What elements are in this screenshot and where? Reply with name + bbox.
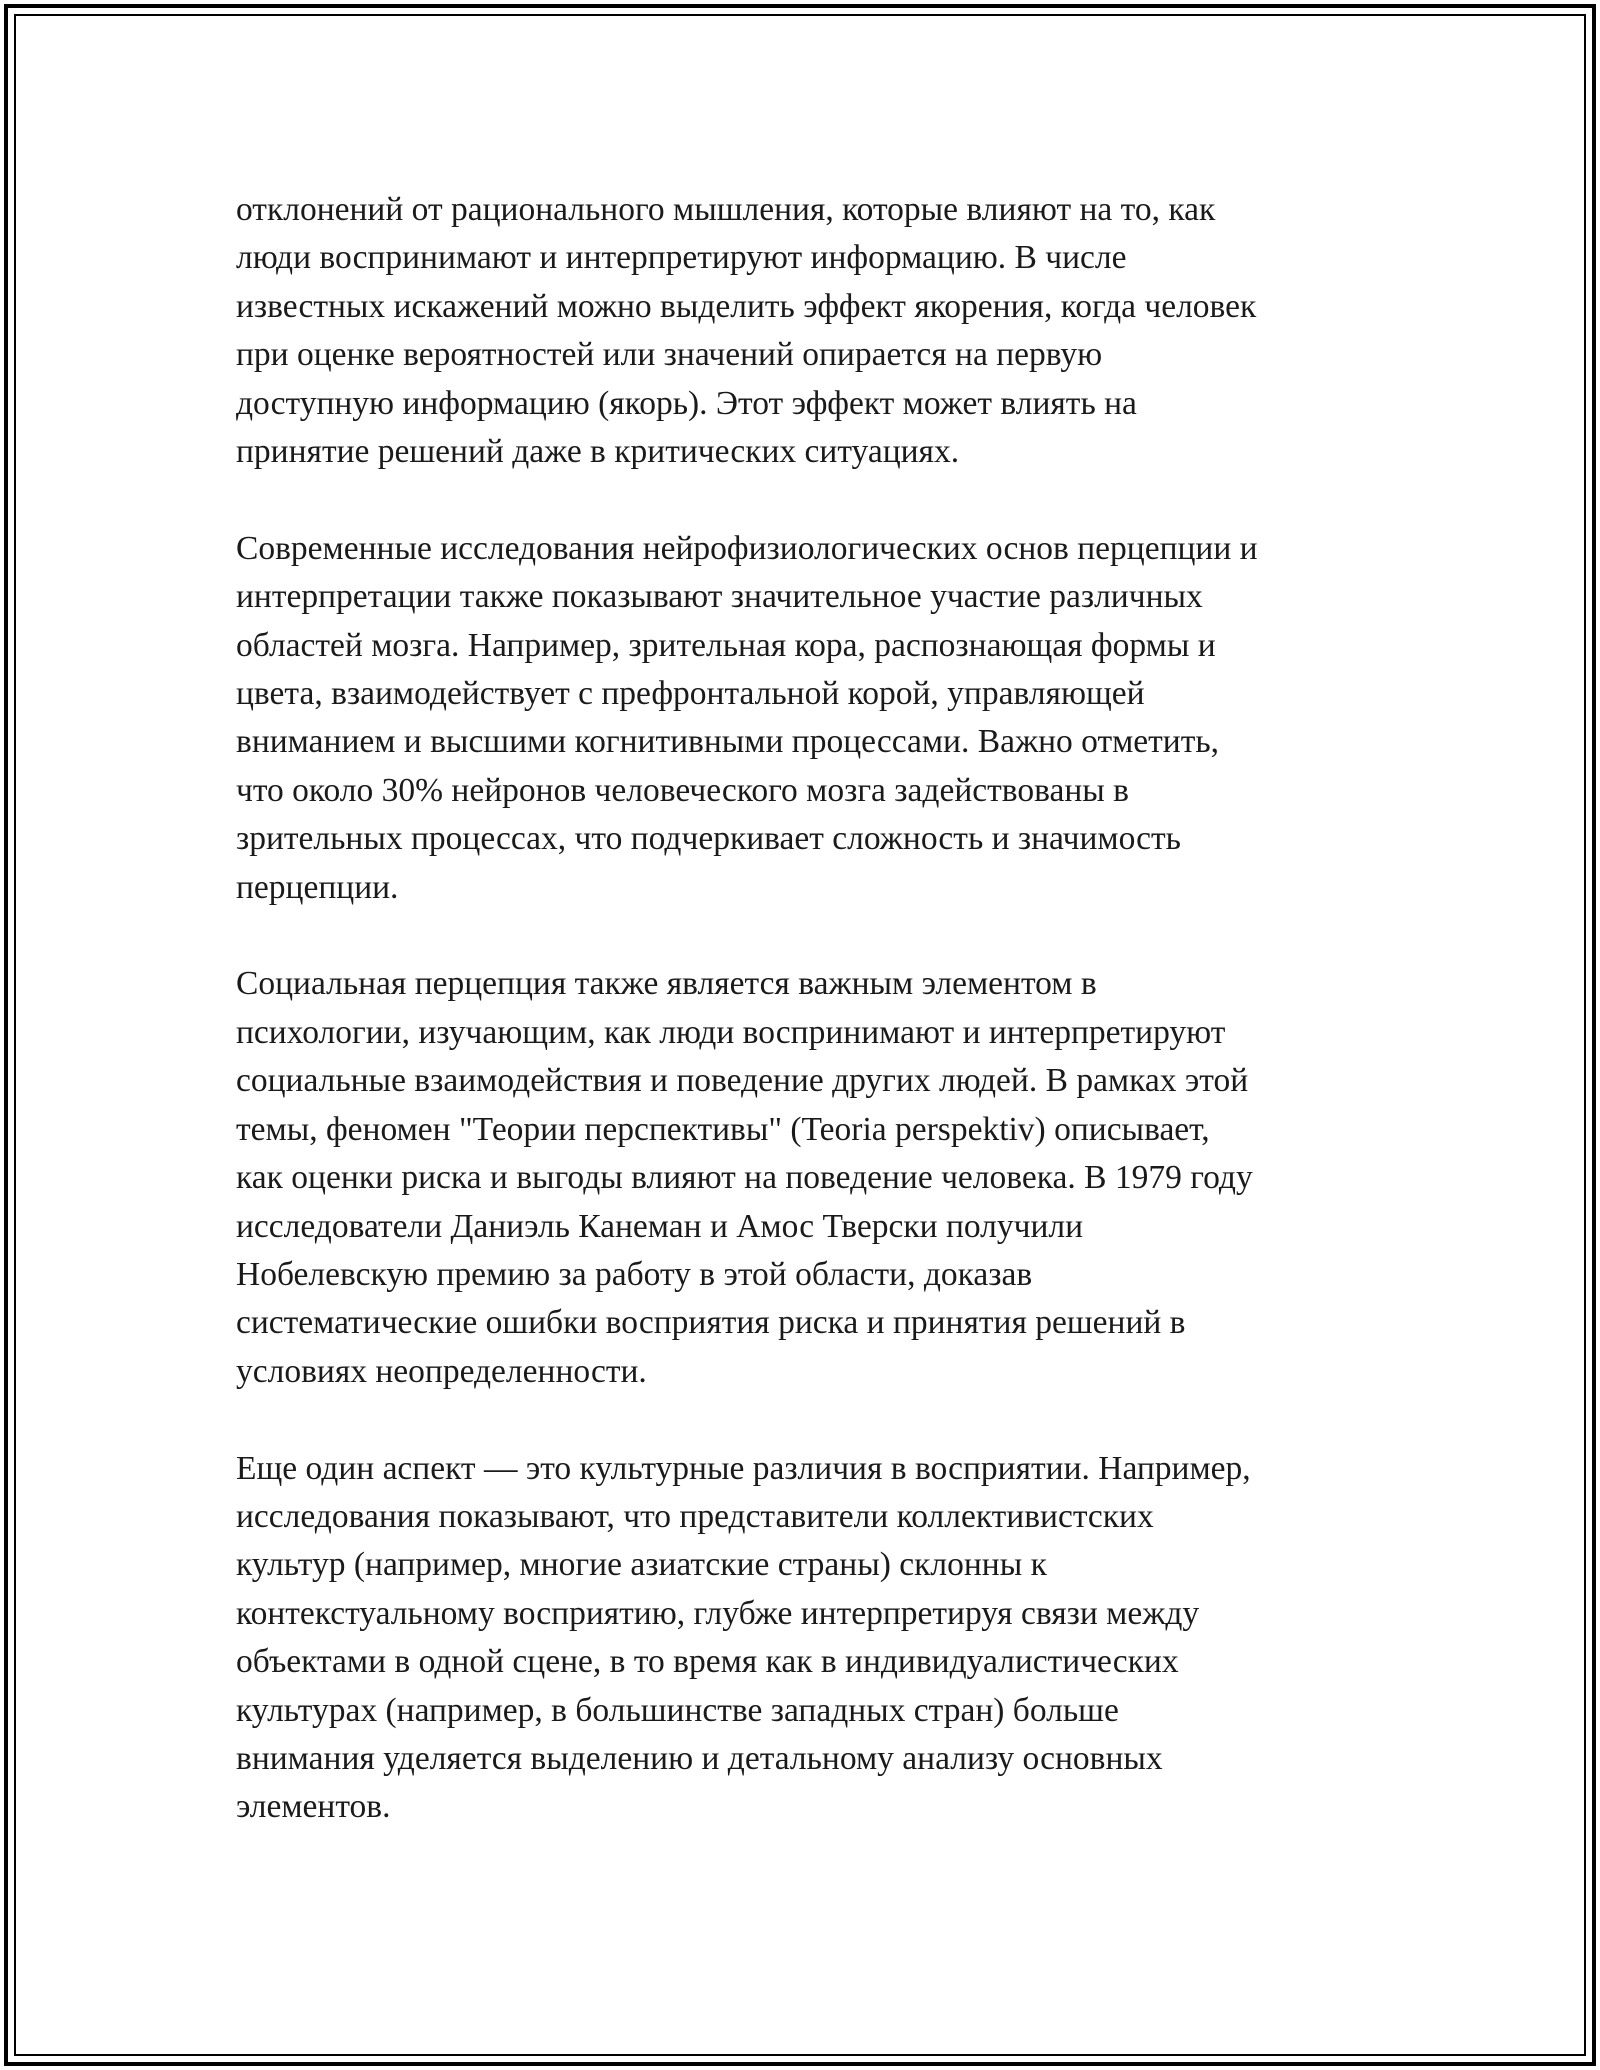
- text-line: отклонений от рационального мышления, которые влияют на то, как: [236, 191, 1216, 228]
- text-line: элементов.: [236, 1788, 391, 1826]
- paragraph-social-perception: [236, 960, 1396, 1396]
- text-line: условиях неопределенности.: [236, 1352, 647, 1390]
- text-line: что около 30% нейронов человеческого мозга задействованы в: [236, 771, 1129, 809]
- text-line: контекстуальному восприятию, глубже интерпретируя связи между: [236, 1594, 1200, 1632]
- text-line: исследования показывают, что представители коллективистских: [236, 1497, 1154, 1535]
- text-line: культур (например, многие азиатские страны) склонны к: [236, 1546, 1047, 1584]
- text-line: как оценки риска и выгоды влияют на поведение человека. В 1979 году: [236, 1159, 1253, 1197]
- text-line: систематические ошибки восприятия риска и принятия решений в: [236, 1304, 1186, 1342]
- text-line: социальные взаимодействия и поведение других людей. В рамках этой: [236, 1062, 1249, 1100]
- text-line: перцепции.: [236, 868, 399, 906]
- text-line: объектами в одной сцене, в то время как в индивидуалистических: [236, 1643, 1179, 1681]
- text-line: вниманием и высшими когнитивными процессами. Важно отметить,: [236, 723, 1220, 761]
- text-line: Современные исследования нейрофизиологических основ перцепции и: [236, 529, 1258, 567]
- text-line: цвета, взаимодействует с префронтальной корой, управляющей: [236, 675, 1145, 713]
- text-line: Нобелевскую премию за работу в этой области, доказав: [236, 1255, 1033, 1293]
- text-line: внимания уделяется выделению и детальному анализу основных: [236, 1739, 1163, 1777]
- text-line: психологии, изучающим, как люди воспринимают и интерпретируют: [236, 1013, 1226, 1051]
- paragraph-cognitive-biases: [236, 186, 1396, 476]
- text-line: люди воспринимают и интерпретируют информацию. В числе: [236, 239, 1127, 277]
- text-line: принятие решений даже в критических ситуациях.: [236, 433, 960, 471]
- text-line: интерпретации также показывают значительное участие различных: [236, 578, 1203, 616]
- text-line: при оценке вероятностей или значений опирается на первую: [236, 336, 1103, 374]
- paragraph-neurophysiology: [236, 525, 1396, 912]
- text-line: темы, феномен "Теории перспективы" (Teoria perspektiv) описывает,: [236, 1110, 1210, 1148]
- text-line: культурах (например, в большинстве западных стран) больше: [236, 1691, 1119, 1729]
- text-line: известных искажений можно выделить эффект якорения, когда человек: [236, 287, 1257, 325]
- text-line: Социальная перцепция также является важным элементом в: [236, 965, 1097, 1003]
- text-line: зрительных процессах, что подчеркивает сложность и значимость: [236, 820, 1181, 858]
- text-line: доступную информацию (якорь). Этот эффект может влиять на: [236, 384, 1137, 422]
- text-line: областей мозга. Например, зрительная кора, распознающая формы и: [236, 626, 1216, 664]
- text-line: исследователи Даниэль Канеман и Амос Тверски получили: [236, 1207, 1084, 1245]
- text-line: Еще один аспект — это культурные различия в восприятии. Например,: [236, 1449, 1251, 1487]
- paragraph-cultural-differences: [236, 1445, 1396, 1832]
- document-body: [236, 186, 1396, 1880]
